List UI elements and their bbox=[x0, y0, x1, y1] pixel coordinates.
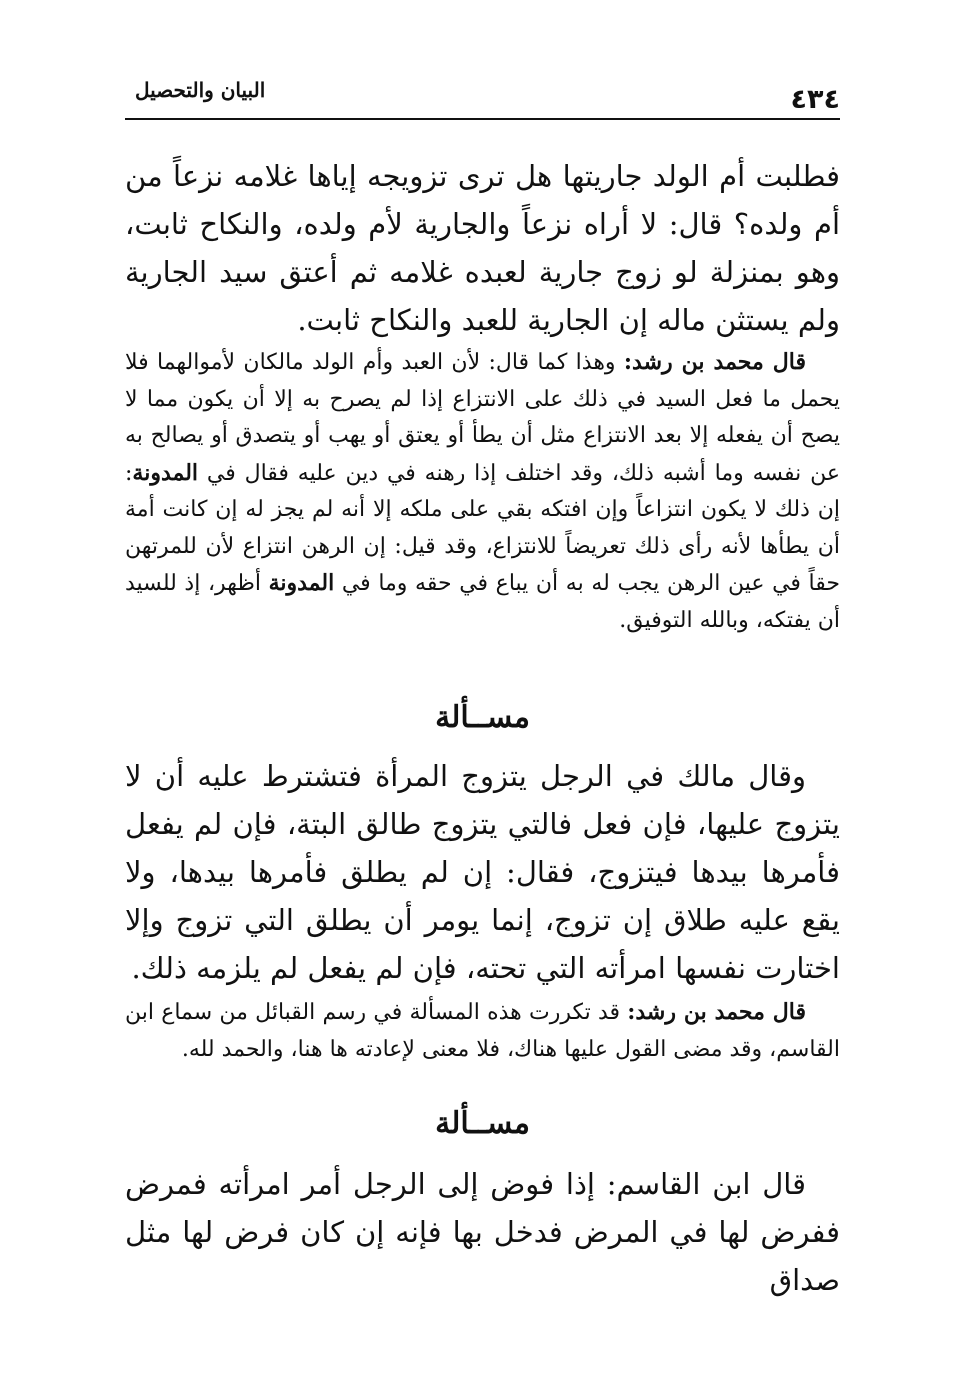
commentary-text: : إن ذلك لا يكون انتزاعاً وإن افتكه بقي على ملكه إلا أنه لم يجز له إن كانت أمة أن يطأها لأنه رأى ذلك تعريضاً للانتزاع، وقد قيل: إن الرهن انتزاع لأن للمرتهن حقاً في عين الرهن يجب له به أن يباع في حقه وما في bbox=[125, 460, 840, 596]
source-reference: المدونة bbox=[268, 570, 335, 596]
running-title: البيان والتحصيل bbox=[135, 78, 266, 102]
question-paragraph-1: وقال مالك في الرجل يتزوج المرأة فتشترط عليه أن لا يتزوج عليها، فإن فعل فالتي يتزوج طالق البتة، فإن لم يفعل فأمرها بيدها فيتزوج، فقال: إن لم يطلق فأمرها بيدها، ولا يقع عليه طلاق إن تزوج، إنما يومر أن يطلق التي تزوج وإلا اختارت نفسها امرأته التي تحته، فإن لم يفعل لم يلزمه ذلك. bbox=[125, 759, 840, 985]
section-heading: مســألة bbox=[435, 1106, 530, 1141]
commentary-speaker: قال محمد بن رشد: bbox=[627, 999, 807, 1025]
page-header bbox=[125, 70, 840, 120]
page-number: ٤٣٤ bbox=[790, 84, 840, 115]
commentary-text: أظهر، إذ للسيد أن يفتكه، وبالله التوفيق. bbox=[125, 571, 840, 633]
commentary-paragraph-1 bbox=[125, 344, 840, 639]
commentary-paragraph-2 bbox=[125, 994, 840, 1068]
source-reference: المدونة bbox=[132, 459, 199, 486]
section-heading: مســألة bbox=[435, 700, 530, 735]
commentary-text: وهذا كما قال: لأن العبد وأم الولد مالكان لأموالهما فلا يحمل ما فعل السيد في ذلك على الانتزاع إذا لم يصرح به إلا أن يكون مما لا يصح أن يفعله إلا بعد الانتزاع مثل أن يطأ أو يعتق أو يهب أو يتصدق أو يصالح به عن نفسه وما أشبه ذلك، وقد اختلف إذا رهنه في دين عليه فقال في bbox=[125, 350, 840, 486]
commentary-text: قد تكررت هذه المسألة في رسم القبائل من سماع ابن القاسم، وقد مضى القول عليها هناك، فلا معنى لإعادته ها هنا، والحمد لله. bbox=[125, 1000, 840, 1062]
commentary-speaker: قال محمد بن رشد: bbox=[623, 349, 807, 375]
question-paragraph-2: قال ابن القاسم: إذا فوض إلى الرجل أمر امرأته فمرض ففرض لها في المرض فدخل بها فإنه إن كان فرض لها مثل صداق bbox=[125, 1167, 840, 1297]
continuation-paragraph: فطلبت أم الولد جاريتها هل ترى تزويجه إياها غلامه نزعاً من أم ولده؟ قال: لا أراه نزعاً والجارية لأم ولده، والنكاح ثابت، وهو بمنزلة لو زوج جارية لعبده غلامه ثم أعتق سيد الجارية ولم يستثن ماله إن الجارية للعبد والنكاح ثابت. bbox=[125, 159, 840, 337]
